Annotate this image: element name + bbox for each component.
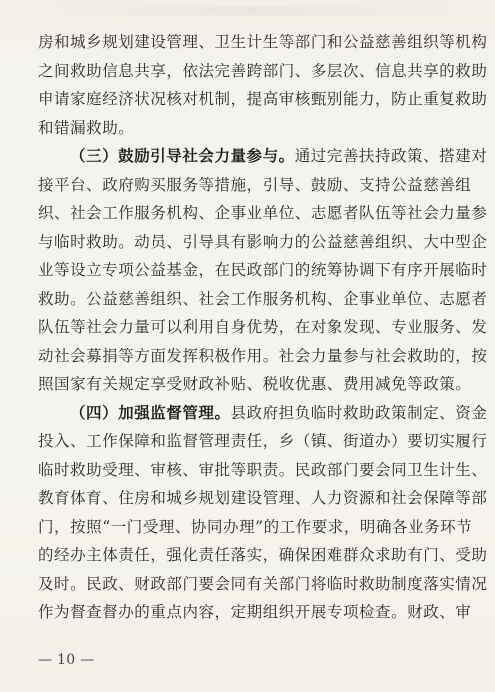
text-line: 房和城乡规划建设管理、卫生计生等部门和公益慈善组织等机构 xyxy=(38,33,488,51)
text-line: 照国家有关规定享受财政补贴、税收优惠、费用减免等政策。 xyxy=(38,375,472,393)
text-line: 与临时救助。动员、引导具有影响力的公益慈善组织、大中型企 xyxy=(38,232,488,251)
text-line: 动社会募捐等方面发挥积极作用。社会力量参与社会救助的，按 xyxy=(38,346,488,365)
text-line: 门，按照“一门受理、协同办理”的工作要求，明确各业务环节 xyxy=(38,517,473,536)
section-heading-4: （四）加强监督管理。 xyxy=(70,402,231,422)
text-line: 投入、工作保障和监督管理责任，乡（镇、街道办）要切实履行 xyxy=(38,432,488,450)
body-text xyxy=(38,28,488,627)
text-line: 申请家庭经济状况核对机制，提高审核甄别能力，防止重复救助 xyxy=(38,90,488,108)
section-heading-line xyxy=(38,142,488,171)
page-number: — 10 — xyxy=(38,652,95,668)
text-line: 教育体育、住房和城乡规划建设管理、人力资源和社会保障等部 xyxy=(38,489,488,507)
text-line: 织、社会工作服务机构、企事业单位、志愿者队伍等社会力量参 xyxy=(38,204,488,222)
section-heading-3-rest: 通过完善扶持政策、搭建对 xyxy=(294,147,488,165)
text-line: 之间救助信息共享，依法完善跨部门、多层次、信息共享的救助 xyxy=(38,61,488,80)
text-line: 接平台、政府购买服务等措施，引导、鼓励、支持公益慈善组 xyxy=(38,175,472,194)
bleed-through-shadow xyxy=(38,6,468,16)
text-line: 业等设立专项公益基金，在民政部门的统筹协调下有序开展临时 xyxy=(38,261,488,279)
section-heading-line xyxy=(38,399,488,428)
text-line: 的经办主体责任，强化责任落实，确保困难群众求助有门、受助 xyxy=(38,546,488,564)
text-line: 队伍等社会力量可以利用自身优势，在对象发现、专业服务、发 xyxy=(38,318,488,336)
section-heading-3: （三）鼓励引导社会力量参与。 xyxy=(70,146,295,165)
text-line: 临时救助受理、审核、审批等职责。民政部门要会同卫生计生、 xyxy=(38,460,488,479)
text-line: 及时。民政、财政部门要会同有关部门将临时救助制度落实情况 xyxy=(38,574,488,593)
text-line: 和错漏救助。 xyxy=(38,118,135,137)
text-line: 作为督查督办的重点内容，定期组织开展专项检查。财政、审 xyxy=(38,603,472,621)
section-heading-4-rest: 县政府担负临时救助政策制定、资金 xyxy=(230,403,488,422)
text-line: 救助。公益慈善组织、社会工作服务机构、企事业单位、志愿者 xyxy=(38,289,488,308)
